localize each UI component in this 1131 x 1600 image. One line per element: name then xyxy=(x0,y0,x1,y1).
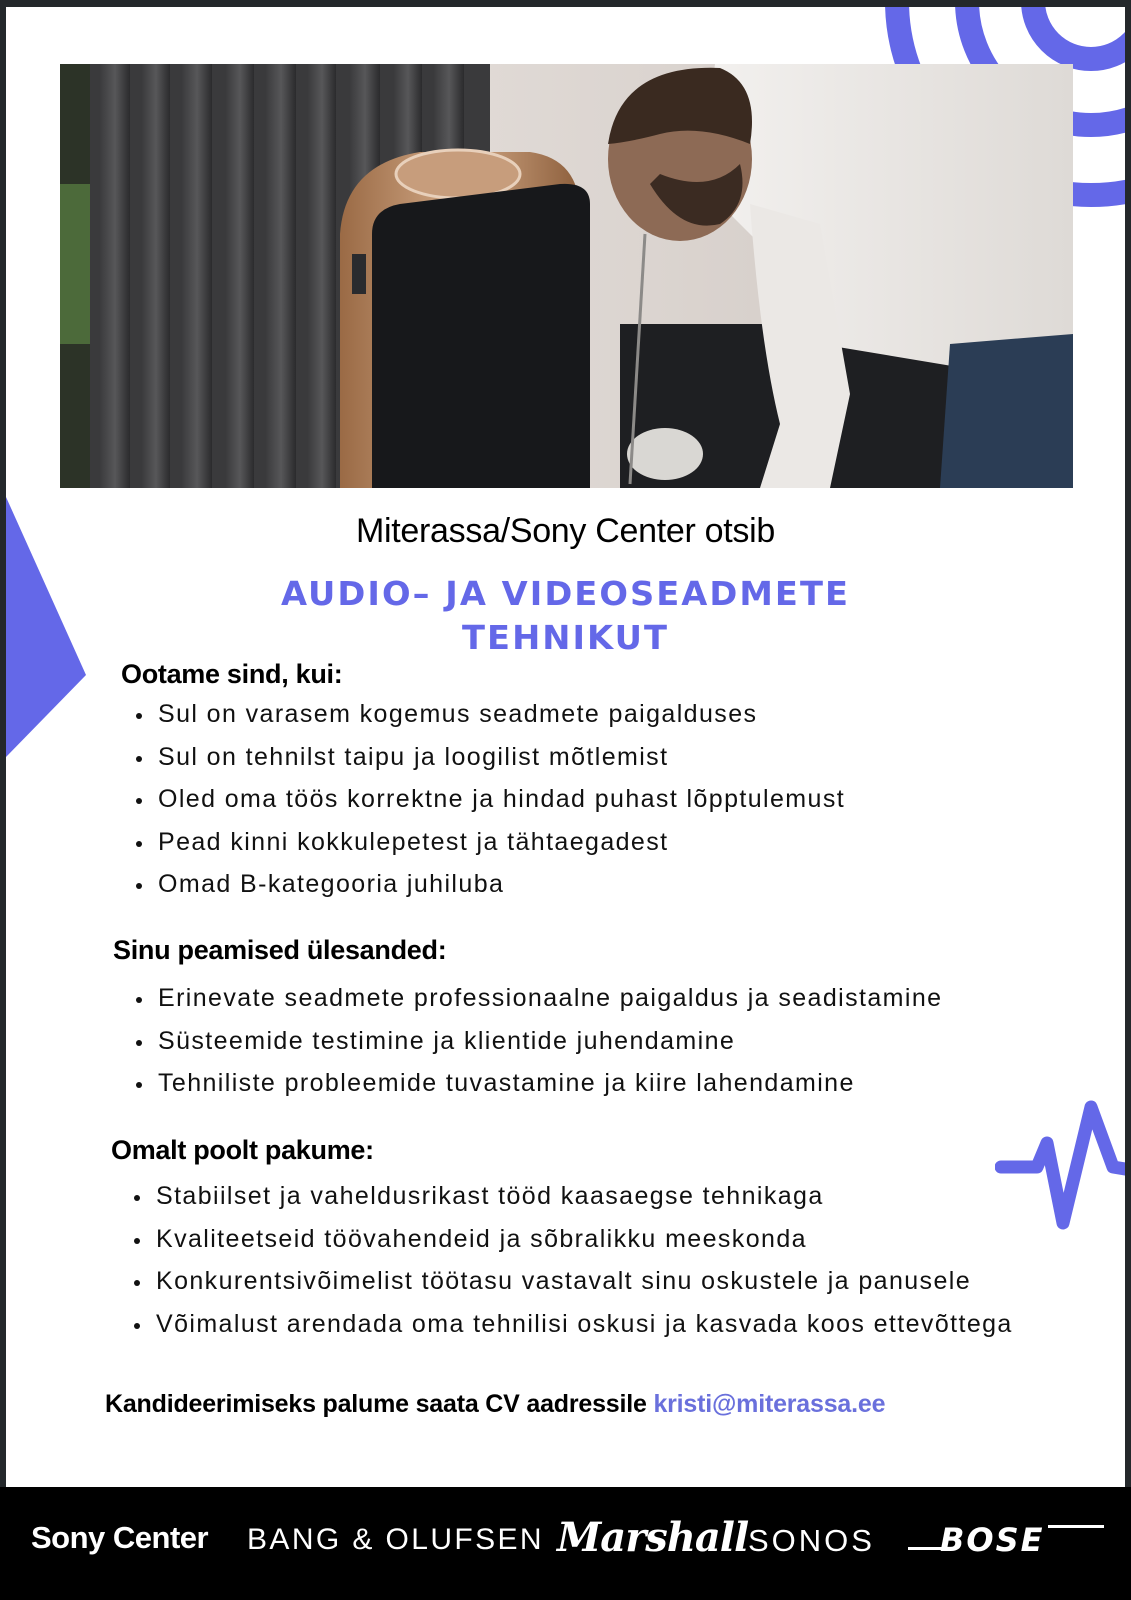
job-title-line-1: AUDIO– JA VIDEOSEADMETE xyxy=(280,574,850,613)
list-item: Oled oma töös korrektne ja hindad puhast lõpptulemust xyxy=(132,778,845,821)
pulse-wave-decoration xyxy=(995,1085,1125,1235)
list-item: Erinevate seadmete professionaalne paigaldus ja seadistamine xyxy=(132,977,942,1020)
job-title-line-2: TEHNIKUT xyxy=(462,618,669,657)
list-item: Sul on tehnilst taipu ja loogilist mõtlemist xyxy=(132,736,845,779)
list-item: Süsteemide testimine ja klientide juhendamine xyxy=(132,1020,942,1063)
requirements-heading: Ootame sind, kui: xyxy=(121,659,343,689)
contact-text: Kandideerimiseks palume saata CV aadressile xyxy=(105,1390,647,1418)
bang-olufsen-logo: BANG & OLUFSEN xyxy=(247,1523,544,1556)
list-item: Omad B-kategooria juhiluba xyxy=(132,863,845,906)
list-item: Pead kinni kokkulepetest ja tähtaegadest xyxy=(132,821,845,864)
tasks-heading: Sinu peamised ülesanded: xyxy=(113,935,447,965)
offers-list xyxy=(130,1175,1013,1345)
list-item: Stabiilset ja vaheldusrikast tööd kaasaegse tehnikaga xyxy=(130,1175,1013,1218)
list-item: Konkurentsivõimelist töötasu vastavalt sinu oskustele ja panusele xyxy=(130,1260,1013,1303)
hero-photo xyxy=(60,64,1073,488)
email-link[interactable]: kristi@miterassa.ee xyxy=(653,1390,886,1418)
bose-logo xyxy=(908,1517,1104,1563)
technician-installing-speaker-image xyxy=(60,64,1073,488)
marshall-logo: Marshall xyxy=(557,1514,749,1561)
bose-logo-text: BOSE xyxy=(940,1521,1045,1559)
tasks-list xyxy=(132,977,942,1105)
page-title: Miterassa/Sony Center otsib xyxy=(356,512,775,550)
sonos-logo: SONOS xyxy=(748,1523,875,1558)
sony-center-logo: Sony Center xyxy=(31,1520,209,1555)
job-title xyxy=(6,572,1125,660)
brand-footer xyxy=(0,1487,1131,1600)
requirements-list xyxy=(132,693,845,906)
offers-heading: Omalt poolt pakume: xyxy=(111,1135,374,1165)
list-item: Sul on varasem kogemus seadmete paigalduses xyxy=(132,693,845,736)
list-item: Tehniliste probleemide tuvastamine ja kiire lahendamine xyxy=(132,1062,942,1105)
job-poster xyxy=(6,7,1125,1487)
list-item: Kvaliteetseid töövahendeid ja sõbralikku meeskonda xyxy=(130,1218,1013,1261)
list-item: Võimalust arendada oma tehnilisi oskusi ja kasvada koos ettevõttega xyxy=(130,1303,1013,1346)
contact-line xyxy=(105,1390,885,1419)
